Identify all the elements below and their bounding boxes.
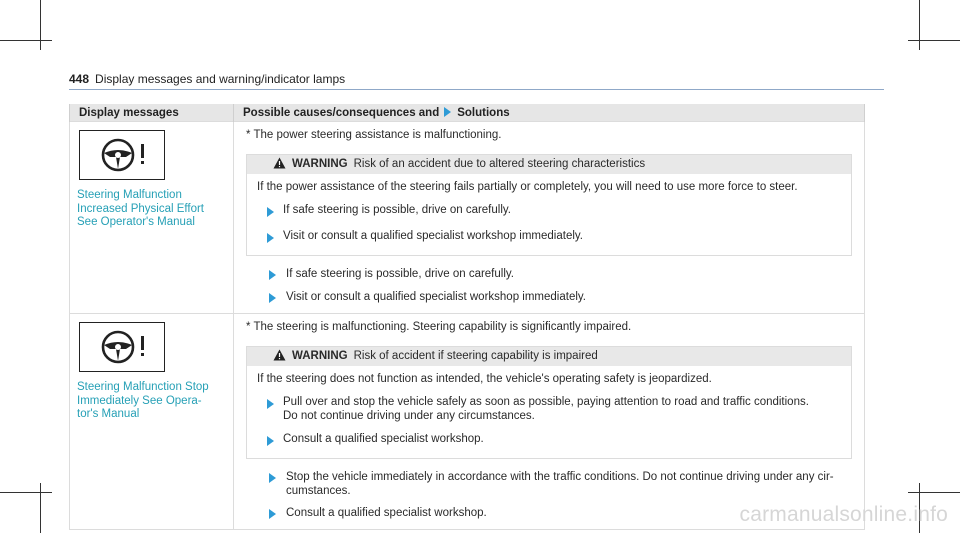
solution-step: Visit or consult a qualified specialist workshop immediately.	[246, 291, 852, 305]
warning-header	[247, 155, 851, 174]
crop-mark	[40, 0, 41, 50]
col-header-causes	[234, 104, 865, 122]
warning-step: Pull over and stop the vehicle safely as soon as possible, paying attention to road and traffic conditions. Do not continue driving under any circumstances.	[257, 396, 841, 423]
page-title: Display messages and warning/indicator lamps	[95, 72, 346, 86]
crop-mark	[908, 40, 960, 41]
message-line: Immediately See Opera-	[77, 394, 202, 407]
steering-wheel-exclamation-icon	[79, 130, 165, 180]
cause-text: * The steering is malfunctioning. Steering capability is significantly impaired.	[246, 321, 632, 333]
watermark: carmanualsonline.info	[739, 503, 948, 526]
cause-text: * The power steering assistance is malfunctioning.	[246, 129, 502, 141]
warning-body	[247, 366, 851, 458]
arrow-icon	[267, 233, 274, 243]
warning-triangle-icon	[273, 157, 286, 176]
solution-step: Stop the vehicle immediately in accordance with the traffic conditions. Do not continue driving under any cir- cumstances.	[246, 471, 852, 498]
causes-cell	[234, 314, 865, 530]
arrow-icon	[267, 399, 274, 409]
steering-wheel-exclamation-icon	[79, 322, 165, 372]
crop-mark	[919, 0, 920, 50]
warning-title: Risk of accident if steering capability is impaired	[353, 350, 598, 362]
arrow-icon	[269, 473, 276, 483]
warning-body	[247, 174, 851, 255]
message-line: Steering Malfunction Stop	[77, 381, 209, 393]
col-header-causes-label: Possible causes/consequences and	[243, 106, 440, 119]
crop-mark	[40, 483, 41, 533]
warning-step: If safe steering is possible, drive on carefully.	[257, 204, 841, 220]
arrow-icon	[444, 107, 451, 117]
header-divider	[69, 89, 884, 90]
warning-header	[247, 347, 851, 366]
arrow-icon	[269, 509, 276, 519]
warning-label: WARNING	[292, 350, 348, 362]
message-line: tor's Manual	[77, 408, 140, 420]
display-message-cell	[70, 314, 234, 530]
col-header-display-messages: Display messages	[70, 104, 234, 122]
message-line: Steering Malfunction	[77, 189, 182, 201]
display-message-text	[77, 381, 227, 422]
crop-mark	[908, 492, 960, 493]
table-row	[70, 122, 865, 314]
page-header	[69, 72, 345, 86]
display-message-text	[77, 189, 227, 230]
display-message-cell	[70, 122, 234, 314]
warning-box	[246, 346, 852, 459]
arrow-icon	[267, 436, 274, 446]
page-number: 448	[69, 72, 90, 86]
crop-mark	[0, 492, 52, 493]
warning-box	[246, 154, 852, 256]
col-header-solutions-label: Solutions	[457, 106, 510, 119]
messages-table	[69, 104, 865, 530]
crop-mark	[0, 40, 52, 41]
warning-text: If the power assistance of the steering fails partially or completely, you will need to use more force to steer.	[257, 181, 798, 193]
arrow-icon	[269, 270, 276, 280]
warning-step: Visit or consult a qualified specialist workshop immediately.	[257, 230, 841, 246]
warning-label: WARNING	[292, 158, 348, 170]
table-header-row	[70, 104, 865, 122]
message-line: See Operator's Manual	[77, 216, 195, 228]
message-line: Increased Physical Effort	[77, 202, 204, 215]
causes-cell	[234, 122, 865, 314]
arrow-icon	[269, 293, 276, 303]
solution-step: If safe steering is possible, drive on carefully.	[246, 268, 852, 282]
warning-triangle-icon	[273, 349, 286, 368]
warning-title: Risk of an accident due to altered steering characteristics	[353, 158, 646, 170]
warning-step: Consult a qualified specialist workshop.	[257, 433, 841, 449]
solution-step: Consult a qualified specialist workshop.	[246, 507, 852, 521]
warning-text: If the steering does not function as intended, the vehicle's operating safety is jeopardized.	[257, 373, 712, 385]
table-row	[70, 314, 865, 530]
arrow-icon	[267, 207, 274, 217]
